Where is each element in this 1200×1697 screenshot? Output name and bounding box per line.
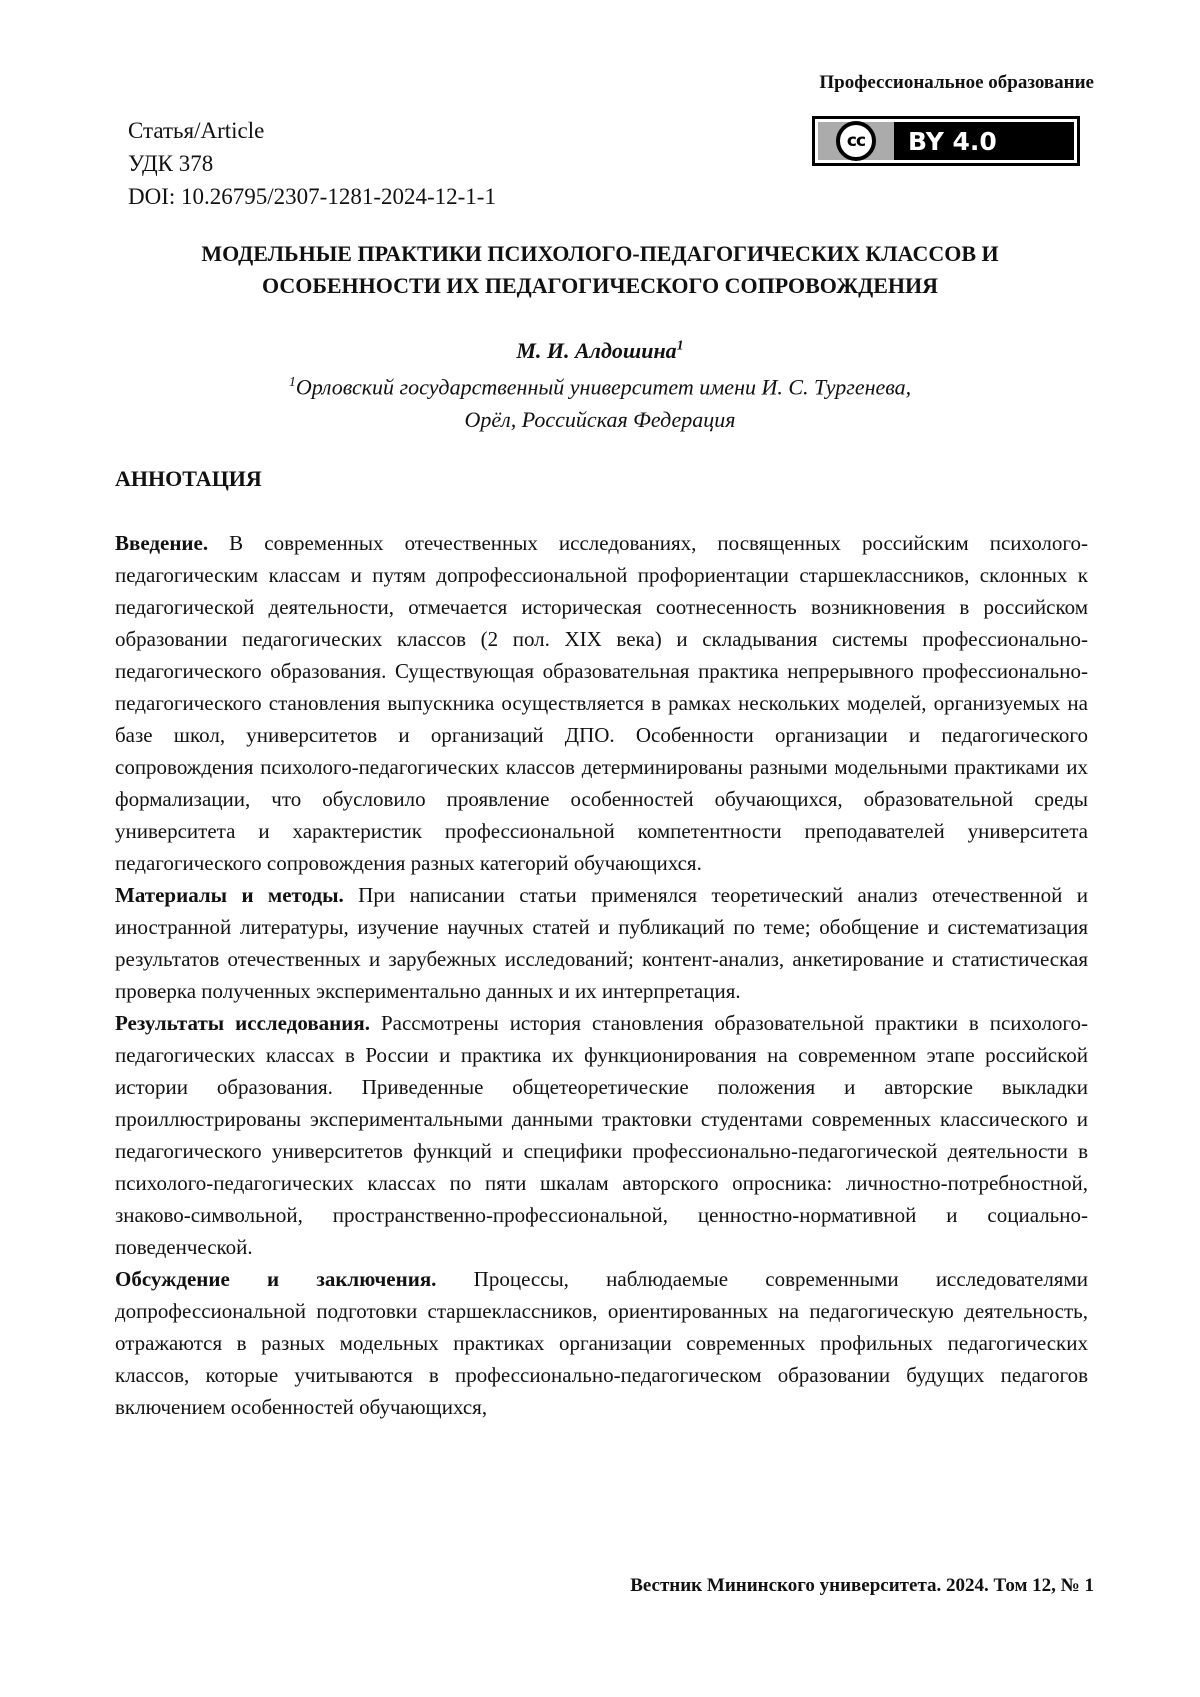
- creative-commons-icon: cc: [836, 121, 876, 161]
- abstract-intro: [115, 527, 1088, 879]
- doi-link[interactable]: DOI: 10.26795/2307-1281-2024-12-1-1: [128, 180, 496, 213]
- journal-section-header: Профессиональное образование: [819, 72, 1094, 94]
- affiliation: [110, 366, 1090, 436]
- author-affil-marker: 1: [677, 339, 684, 354]
- cc-logo-area: [815, 119, 894, 163]
- discussion-text: Процессы, наблюдаемые современными исследователями допрофессиональной подготовки старшеклассников, ориентированных на педагогическую деятельность, отражаются в разных модельных практиках организации современных профильных педагогических классов, которые учитываются в профессионально-педагогическом образовании будущих педагогов включением особенностей обучающихся,: [115, 1267, 1088, 1419]
- title-line-2: ОСОБЕННОСТИ ИХ ПЕДАГОГИЧЕСКОГО СОПРОВОЖДЕНИЯ: [110, 270, 1090, 302]
- abstract-methods: [115, 879, 1088, 1007]
- author-line: [110, 338, 1090, 364]
- udk-code: УДК 378: [128, 147, 496, 180]
- cc-license-badge[interactable]: [812, 116, 1080, 166]
- license-label: BY 4.0: [894, 119, 1077, 163]
- affil-marker: 1: [289, 375, 296, 390]
- abstract-results: [115, 1007, 1088, 1263]
- intro-text: В современных отечественных исследованиях, посвященных российским психолого-педагогическим классам и путям допрофессиональной профориентации старшеклассников, склонных к педагогической деятельности, отмечается историческая соотнесенность возникновения в российском образовании педагогических классов (2 пол. XIX века) и складывания системы профессионально-педагогического образования. Существующая образовательная практика непрерывного профессионально-педагогического становления выпускника осуществляется в рамках нескольких моделей, организуемых на базе школ, университетов и организаций ДПО. Особенности организации и педагогического сопровождения психолого-педагогических классов детерминированы разными модельными практиками их формализации, что обусловило проявление особенностей обучающихся, образовательной среды университета и характеристик профессиональной компетентности преподавателей университета педагогического сопровождения разных категорий обучающихся.: [115, 531, 1088, 875]
- abstract-body: [115, 527, 1088, 1423]
- methods-label: Материалы и методы.: [115, 883, 344, 907]
- results-text: Рассмотрены история становления образовательной практики в психолого-педагогических классах в России и практика их функционирования на современном этапе российской истории образования. Приведенные общетеоретические положения и авторские выкладки проиллюстрированы экспериментальными данными трактовки студентами современных классического и педагогического университетов функций и специфики профессионально-педагогической деятельности в психолого-педагогических классах по пяти шкалам авторского опросника: личностно-потребностной, знаково-символьной, пространственно-профессиональной, ценностно-нормативной и социально-поведенческой.: [115, 1011, 1088, 1259]
- abstract-discussion: [115, 1263, 1088, 1423]
- methods-text: При написании статьи применялся теоретический анализ отечественной и иностранной литературы, изучение научных статей и публикаций по теме; обобщение и систематизация результатов отечественных и зарубежных исследований; контент-анализ, анкетирование и статистическая проверка полученных экспериментально данных и их интерпретация.: [115, 883, 1088, 1003]
- author-name: М. И. Алдошина: [516, 338, 676, 363]
- journal-footer: Вестник Мининского университета. 2024. Том 12, № 1: [630, 1575, 1094, 1597]
- title-line-1: МОДЕЛЬНЫЕ ПРАКТИКИ ПСИХОЛОГО-ПЕДАГОГИЧЕСКИХ КЛАССОВ И: [110, 238, 1090, 270]
- intro-label: Введение.: [115, 531, 208, 555]
- article-title: [110, 238, 1090, 302]
- affiliation-line-2: Орёл, Российская Федерация: [110, 403, 1090, 436]
- affiliation-line-1: Орловский государственный университет имени И. С. Тургенева,: [296, 374, 911, 399]
- article-meta: [128, 114, 496, 213]
- discussion-label: Обсуждение и заключения.: [115, 1267, 436, 1291]
- results-label: Результаты исследования.: [115, 1011, 370, 1035]
- annotation-heading: АННОТАЦИЯ: [115, 466, 262, 492]
- article-type: Статья/Article: [128, 114, 496, 147]
